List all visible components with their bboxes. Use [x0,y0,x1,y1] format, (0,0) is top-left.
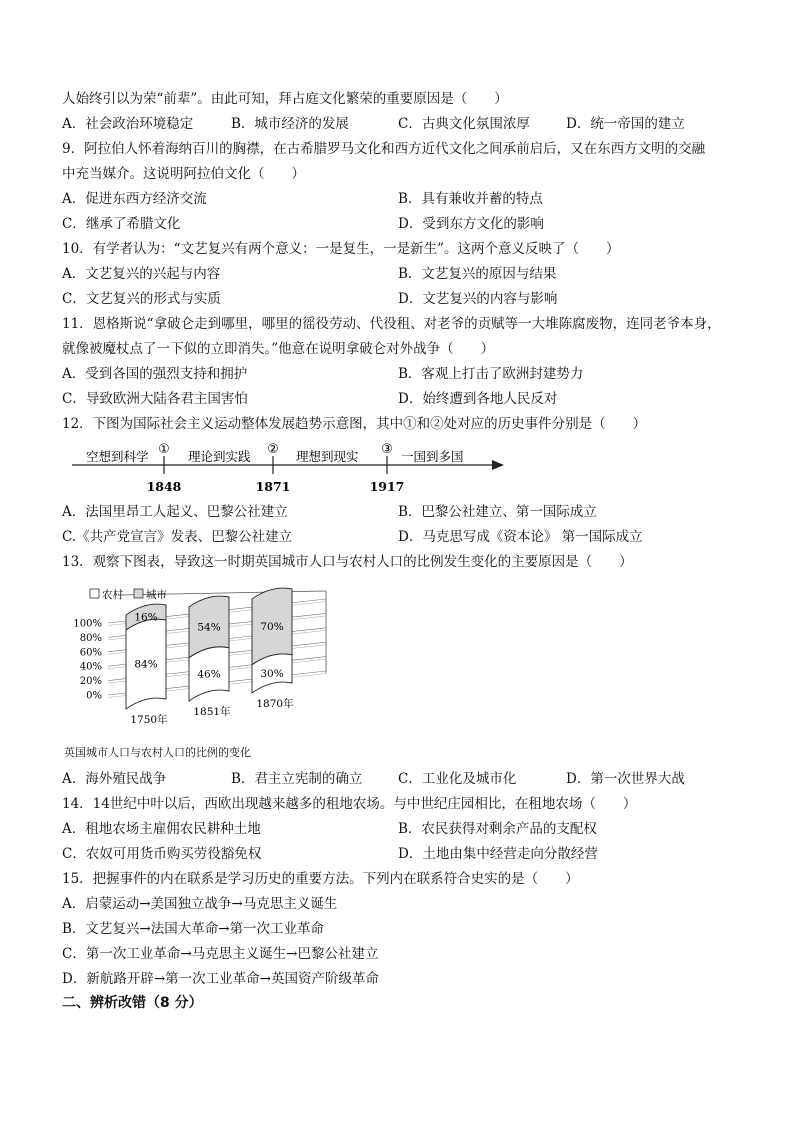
chart-bars [126,588,294,726]
bar-rural-label-1: 84% [134,658,158,671]
q9-option-c[interactable]: C．继承了希腊文化 [62,216,181,232]
population-ratio-chart [68,583,330,731]
timeline-segment-1: 空想到科学 [86,449,149,464]
q12-option-b[interactable]: B．巴黎公社建立、第一国际成立 [398,504,597,520]
q13-stem: 13．观察下图表，导致这一时期英国城市人口与农村人口的比例发生变化的主要原因是（ ） [62,554,633,570]
q11-option-a[interactable]: A．受到各国的强烈支持和拥护 [62,366,248,382]
timeline-year-1848: 1848 [146,479,182,494]
bar-rural-label-3: 30% [260,667,284,680]
q15-option-b[interactable]: B．文艺复兴→法国大革命→第一次工业革命 [62,921,325,937]
q9-option-d[interactable]: D．受到东方文化的影响 [398,216,544,232]
y-tick-label-2: 80% [79,632,102,644]
q14-stem: 14．14世纪中叶以后，西欧出现越来越多的租地农场。与中世纪庄园相比，在租地农场（ ） [62,796,637,812]
q12-option-a[interactable]: A．法国里昂工人起义、巴黎公社建立 [62,504,288,520]
legend-label-2: 城市 [146,589,167,601]
q8-option-a[interactable]: A．社会政治环境稳定 [62,116,194,132]
q15-option-c[interactable]: C．第一次工业革命→马克思主义诞生→巴黎公社建立 [62,946,379,962]
y-tick-label-5: 20% [79,676,102,688]
timeline-marker-2: ② [267,442,279,457]
timeline-year-1871: 1871 [255,479,291,494]
q15-stem: 15．把握事件的内在联系是学习历史的重要方法。下列内在联系符合史实的是（ ） [62,871,579,887]
section-2-heading: 二、辨析改错（8 分） [62,995,203,1011]
q11-stem-line1: 11．恩格斯说“拿破仑走到哪里，哪里的徭役劳动、代役租、对老爷的贡赋等一大堆陈腐废物，连同老爷本身， [62,316,721,332]
q9-option-b[interactable]: B．具有兼收并蓄的特点 [398,191,543,207]
timeline-arrowhead [492,460,504,470]
q8-option-b[interactable]: B．城市经济的发展 [231,116,349,132]
q10-option-c[interactable]: C．文艺复兴的形式与实质 [62,291,221,307]
chart-y-axis [73,619,102,702]
bar-urban-label-3: 70% [260,620,284,633]
q8-stem-continuation: 人始终引以为荣“前辈”。由此可知，拜占庭文化繁荣的重要原因是（ ） [62,91,508,107]
y-tick-label-1: 100% [73,618,102,630]
timeline-marker-3: ③ [381,442,393,457]
bar-urban-label-2: 54% [197,621,221,634]
q14-option-c[interactable]: C．农奴可用货币购买劳役豁免权 [62,846,262,862]
y-tick-label-3: 60% [79,647,102,659]
q9-stem-line1: 9．阿拉伯人怀着海纳百川的胸襟，在古希腊罗马文化和西方近代文化之间承前启后，又在东西方文明的交融 [62,141,706,157]
y-tick-label-6: 0% [86,690,102,702]
timeline-svg [68,441,508,497]
x-category-label-2: 1851年 [193,706,231,718]
q10-stem: 10．有学者认为：“文艺复兴有两个意义：一是复生，一是新生”。这两个意义反映了（ ） [62,241,620,257]
q12-option-c[interactable]: C.《共产党宣言》发表、巴黎公社建立 [62,529,293,545]
q14-option-a[interactable]: A．租地农场主雇佣农民耕种土地 [62,821,261,837]
q10-option-d[interactable]: D．文艺复兴的内容与影响 [398,291,558,307]
timeline-year-1917: 1917 [369,479,405,494]
bar-urban-label-1: 16% [134,611,158,624]
q15-option-a[interactable]: A．启蒙运动→美国独立战争→马克思主义诞生 [62,896,338,912]
q10-option-a[interactable]: A．文艺复兴的兴起与内容 [62,266,221,282]
q8-option-d[interactable]: D．统一帝国的建立 [566,116,685,132]
legend-label-1: 农村 [102,589,123,601]
q13-option-c[interactable]: C．工业化及城市化 [398,771,517,787]
legend-swatch-1 [90,589,99,598]
q13-option-d[interactable]: D．第一次世界大战 [566,771,685,787]
timeline-segment-2: 理论到实践 [188,449,251,464]
timeline-segment-4: 一国到多国 [401,449,464,464]
q14-option-b[interactable]: B．农民获得对剩余产品的支配权 [398,821,597,837]
chart-svg [68,583,330,731]
q12-option-d[interactable]: D．马克思写成《资本论》 第一国际成立 [398,529,643,545]
x-category-label-3: 1870年 [256,698,294,710]
q11-option-c[interactable]: C．导致欧洲大陆各君主国害怕 [62,391,248,407]
q12-stem: 12．下图为国际社会主义运动整体发展趋势示意图，其中①和②处对应的历史事件分别是（ ） [62,416,647,432]
q13-option-b[interactable]: B．君主立宪制的确立 [231,771,363,787]
q9-option-a[interactable]: A．促进东西方经济交流 [62,191,207,207]
q11-option-b[interactable]: B．客观上打击了欧洲封建势力 [398,366,584,382]
q9-stem-line2: 中充当媒介。这说明阿拉伯文化（ ） [62,166,305,182]
timeline-marker-1: ① [158,442,170,457]
chart-caption: 英国城市人口与农村人口的比例的变化 [64,746,251,759]
q8-option-c[interactable]: C．古典文化氛围浓厚 [398,116,530,132]
q13-option-a[interactable]: A．海外殖民战争 [62,771,167,787]
q11-stem-line2: 就像被魔杖点了一下似的立即消失。”他意在说明拿破仑对外战争（ ） [62,341,495,357]
legend-swatch-2 [134,589,143,598]
x-category-label-1: 1750年 [130,714,168,726]
q15-option-d[interactable]: D．新航路开辟→第一次工业革命→英国资产阶级革命 [62,971,379,987]
q10-option-b[interactable]: B．文艺复兴的原因与结果 [398,266,557,282]
bar-rural-label-2: 46% [197,668,221,681]
y-tick-label-4: 40% [79,661,102,673]
socialism-timeline [68,441,508,497]
timeline-segment-3: 理想到现实 [296,449,359,464]
q14-option-d[interactable]: D．土地由集中经营走向分散经营 [398,846,598,862]
q11-option-d[interactable]: D．始终遭到各地人民反对 [398,391,558,407]
